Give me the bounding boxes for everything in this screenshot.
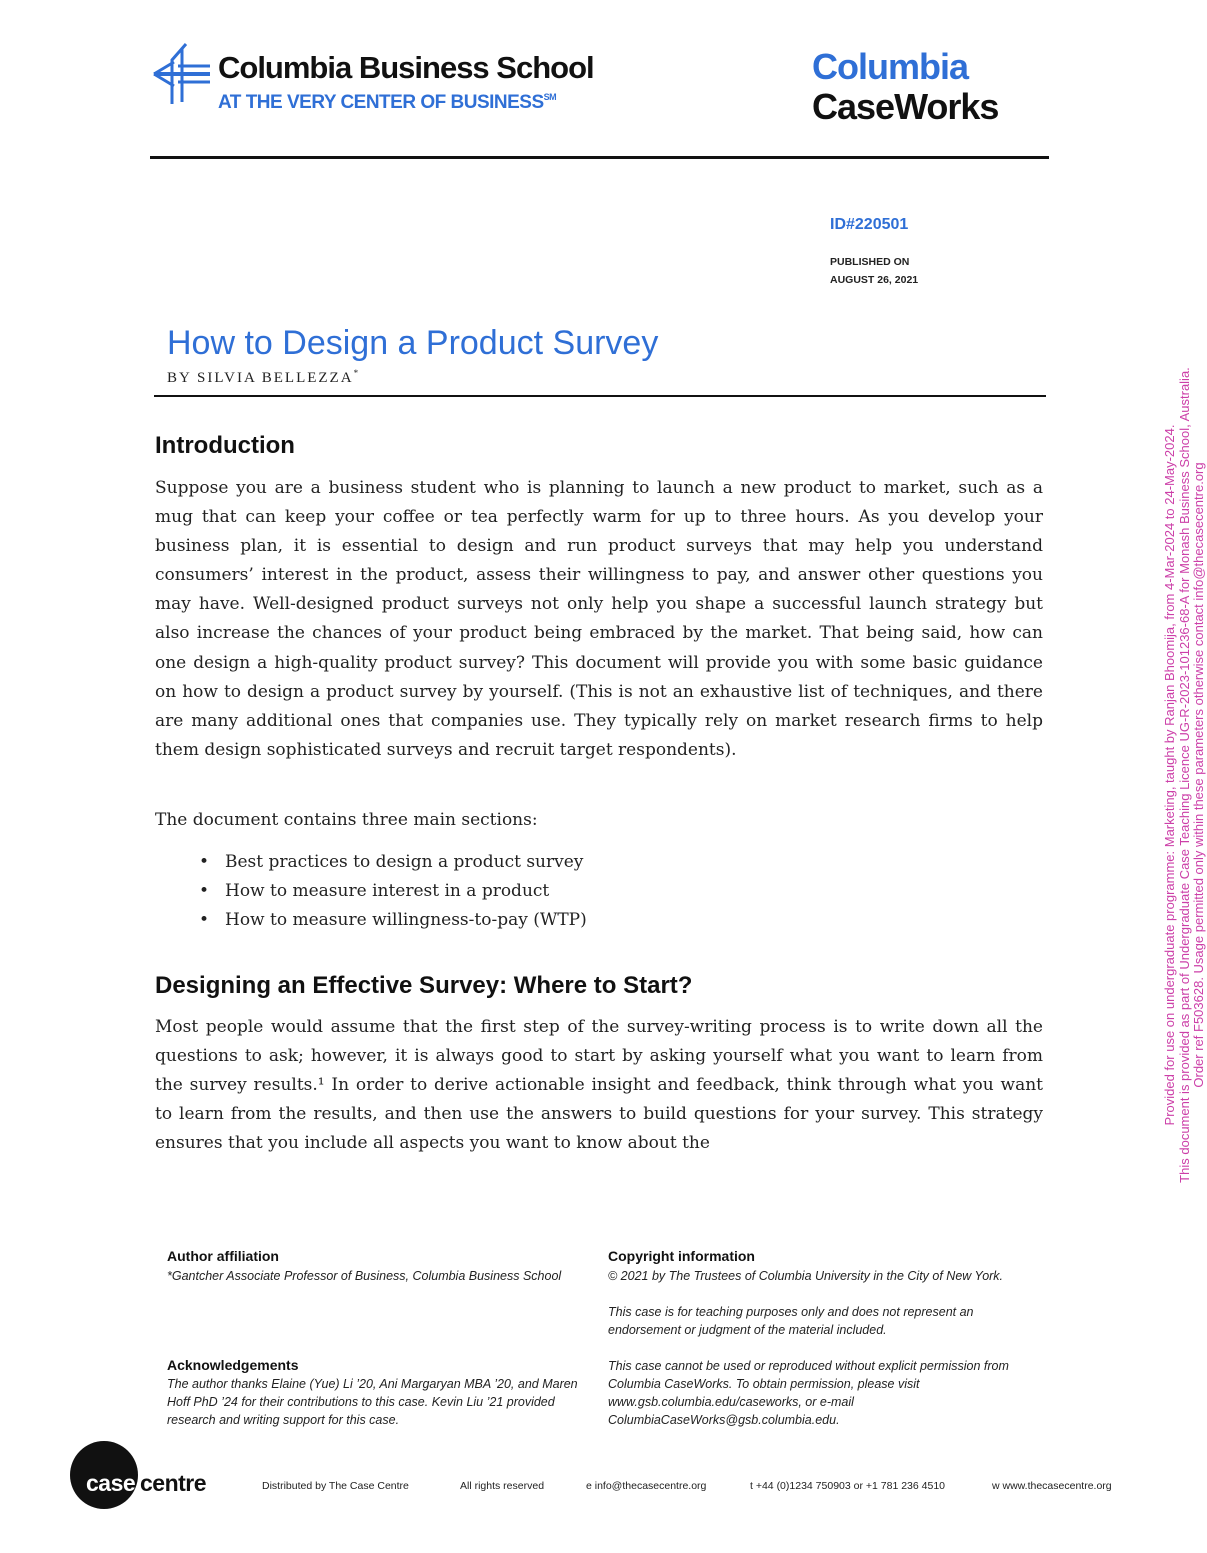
school-name: Columbia Business School (218, 50, 594, 85)
watermark-line: Order ref F503628. Usage permitted only within these parameters otherwise contact info@thecasecentre.org (1191, 462, 1206, 1088)
school-tagline: AT THE VERY CENTER OF BUSINESS℠ (218, 92, 557, 113)
acknowledgements-heading: Acknowledgements (167, 1357, 299, 1373)
crown-emblem-icon (152, 42, 214, 106)
section-list (155, 848, 1043, 935)
licence-watermark (1163, 340, 1207, 1210)
bullet-icon: • (199, 852, 210, 872)
header-divider (150, 156, 1049, 159)
author-footnote-mark: * (353, 368, 359, 378)
bullet-icon: • (199, 881, 210, 901)
caseworks-logo-line1: Columbia (812, 46, 969, 87)
case-id: ID#220501 (830, 216, 909, 233)
intro-paragraph: Suppose you are a business student who is planning to launch a new product to market, such as a mug that can keep your coffee or tea perfectly warm for up to three hours. As you develop your business plan, it is essential to design and run product surveys that may help you understand consumers’ interest in the product, assess their willingness to pay, and answer other questions you may have. Well-designed product surveys not only help you shape a successful launch strategy but also increase the chances of your product being embraced by the market. That being said, how can one design a high-quality product survey? This document will provide you with some basic guidance on how to design a product survey by yourself. (This is not an exhaustive list of techniques, and there are many additional ones that companies use. They typically rely on market research firms to help them design sophisticated surveys and recruit target respondents). (155, 478, 1043, 760)
list-item: • Best practices to design a product survey (155, 848, 1043, 877)
intro-heading: Introduction (155, 432, 295, 459)
case-centre-logo-case: case (86, 1470, 136, 1496)
affiliation-heading: Author affiliation (167, 1248, 279, 1264)
design-paragraph: Most people would assume that the first step of the survey-writing process is to write down all the questions to ask; however, it is always good to start by asking yourself what you want to learn from the survey results.¹ In order to derive actionable insight and feedback, think through what you want to learn from the results, and then use the answers to build questions for your survey. This strategy ensures that you include all aspects you want to know about the (155, 1017, 1043, 1154)
copyright-heading: Copyright information (608, 1248, 755, 1264)
list-item: • How to measure interest in a product (155, 877, 1043, 906)
byline: BY SILVIA BELLEZZA* (167, 368, 359, 386)
case-centre-logo-centre: centre (140, 1470, 207, 1496)
copyright-block (608, 1267, 1038, 1447)
affiliation-text: *Gantcher Associate Professor of Business, Columbia Business School (167, 1269, 562, 1283)
list-item: • How to measure willingness-to-pay (WTP) (155, 906, 1043, 935)
document-title: How to Design a Product Survey (167, 324, 659, 362)
distributed-by: Distributed by The Case Centre (262, 1480, 409, 1492)
watermark-line: This document is provided as part of Undergraduate Case Teaching Licence UG-R-2023-101236-68-A for Monash Business School, Australia. (1176, 367, 1192, 1183)
design-heading: Designing an Effective Survey: Where to Start? (155, 972, 693, 999)
acknowledgements-text: The author thanks Elaine (Yue) Li ’20, Ani Margaryan MBA ’20, and Maren Hoff PhD ’24 for their contributions to this case. Kevin Liu ’21 provided research and writing support for this case. (167, 1377, 578, 1427)
teaching-disclaimer: This case is for teaching purposes only and does not represent an endorsement or judgment of the material included. (608, 1305, 974, 1337)
bullet-icon: • (199, 910, 210, 930)
published-label: PUBLISHED ON (830, 256, 910, 268)
rights-notice: All rights reserved (460, 1480, 545, 1492)
copyright-notice: © 2021 by The Trustees of Columbia University in the City of New York. (608, 1269, 1004, 1283)
published-date: AUGUST 26, 2021 (830, 274, 919, 286)
columbia-business-school-logo (152, 42, 652, 112)
caseworks-logo-line2: CaseWorks (812, 86, 999, 127)
title-divider (154, 395, 1046, 397)
contact-website: w www.thecasecentre.org (992, 1480, 1112, 1492)
sections-intro: The document contains three main sections: (155, 810, 538, 830)
permission-notice: This case cannot be used or reproduced without explicit permission from Columbia CaseWorks. To obtain permission, please visit www.gsb.columbia.edu/caseworks, or e-mail ColumbiaCaseWorks@gsb.columbia.edu. (608, 1359, 1009, 1427)
watermark-line: Provided for use on undergraduate programme: Marketing, taught by Ranjan Bhoomija, from 4-Mar-2024 to 24-May-2024. (1162, 424, 1177, 1126)
contact-email: e info@thecasecentre.org (586, 1480, 707, 1492)
contact-phone: t +44 (0)1234 750903 or +1 781 236 4510 (750, 1480, 945, 1492)
